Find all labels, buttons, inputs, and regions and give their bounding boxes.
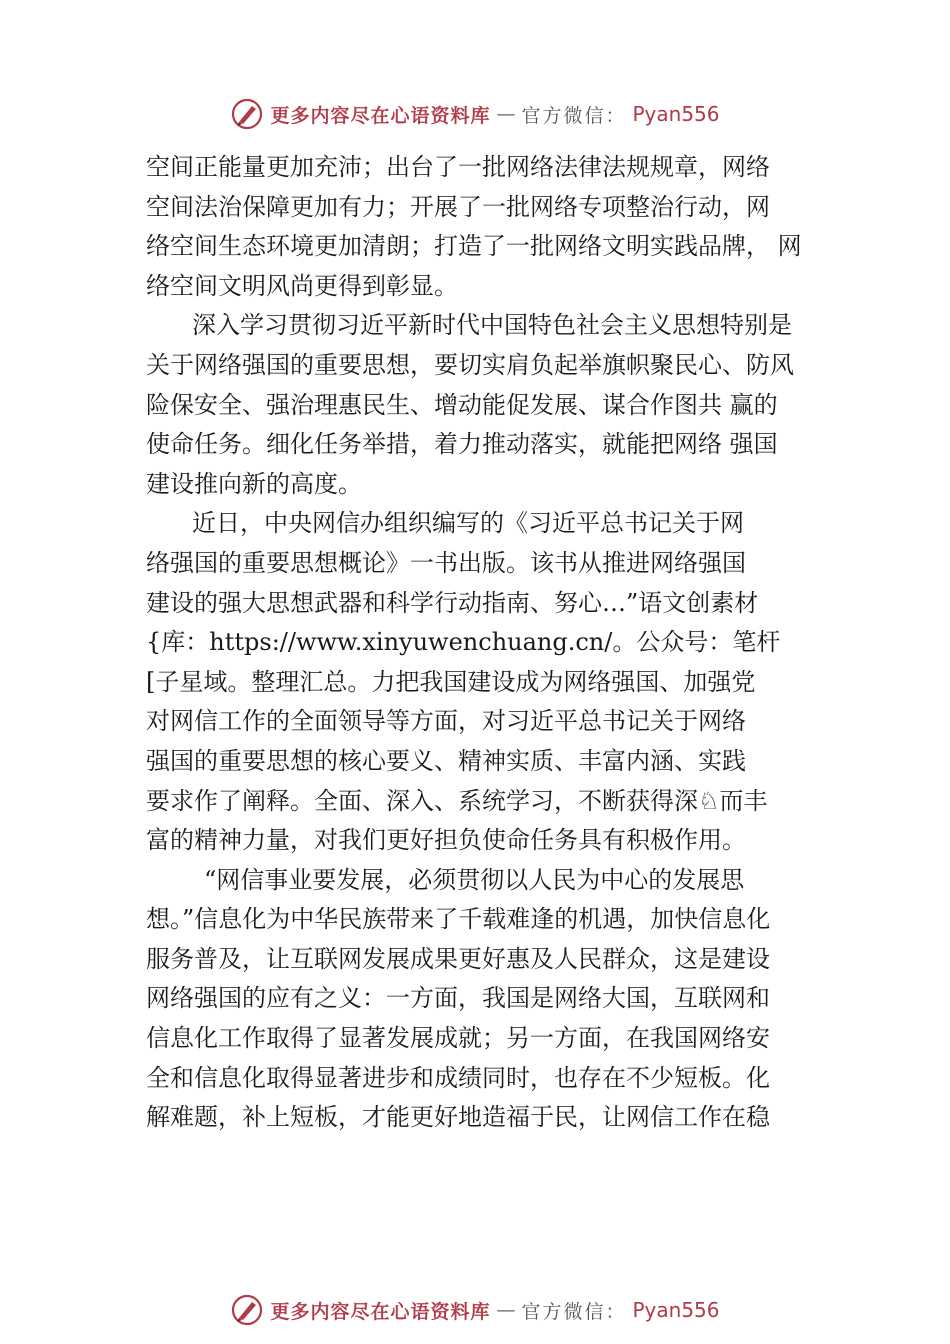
paragraph-start-line: 深入学习贯彻习近平新时代中国特色社会主义思想特别是 [192, 311, 792, 340]
pen-logo-icon [230, 1293, 264, 1327]
text-line: 建设推向新的高度。 [146, 469, 362, 498]
watermark-official: 官方微信： [521, 1300, 627, 1323]
text-line: 空间法治保障更加有力；开展了一批网络专项整治行动，网 [146, 192, 770, 221]
paragraph-start-line: 近日，中央网信办组织编写的《习近平总书记关于网 [192, 509, 744, 538]
text-line: 网络强国的应有之义：一方面，我国是网络大国，互联网和 [146, 984, 770, 1013]
text-line: 使命任务。细化任务举措，着力推动落实，就能把网络 强国 [146, 430, 778, 459]
watermark-official: 官方微信： [521, 104, 627, 127]
watermark-wechat-id: Pyan556 [632, 102, 720, 126]
watermark-brand: 更多内容尽在心语资料库 [270, 104, 491, 127]
text-line: 强国的重要思想的核心要义、精神实质、丰富内涵、实践 [146, 746, 746, 775]
text-line: 对网信工作的全面领导等方面，对习近平总书记关于网络 [146, 707, 746, 736]
text-line: 解难题，补上短板，才能更好地造福于民，让网信工作在稳 [146, 1103, 770, 1132]
text-line: [子星域。整理汇总。力把我国建设成为网络强国、加强党 [146, 667, 756, 696]
text-line: 络空间生态环境更加清朗；打造了一批网络文明实践品牌， 网 [146, 232, 802, 261]
text-line: 富的精神力量，对我们更好担负使命任务具有积极作用。 [146, 826, 746, 855]
text-line: 空间正能量更加充沛；出台了一批网络法律法规规章，网络 [146, 153, 770, 181]
watermark-dash: — [496, 1299, 516, 1321]
watermark-wechat-id: Pyan556 [632, 1298, 720, 1322]
text-line: 险保安全、强治理惠民生、增动能促发展、谋合作图共 赢的 [146, 390, 778, 419]
text-line: {库：https://www.xinyuwenchuang.cn/。公众号：笔杆 [146, 628, 781, 657]
text-line: 想。”信息化为中华民族带来了千载难逢的机遇，加快信息化 [146, 905, 771, 934]
header-watermark [0, 94, 950, 134]
text-line: 关于网络强国的重要思想，要切实肩负起举旗帜聚民心、防风 [146, 350, 794, 379]
footer-watermark [0, 1290, 950, 1330]
watermark-dash: — [496, 103, 516, 125]
text-line: 络强国的重要思想概论》一书出版。该书从推进网络强国 [146, 548, 746, 577]
pen-logo-icon [230, 97, 264, 131]
paragraph-start-line: “网信事业要发展，必须贯彻以人民为中心的发展思 [204, 865, 745, 894]
text-line: 全和信息化取得显著进步和成绩同时，也存在不少短板。化 [146, 1063, 770, 1092]
text-line: 信息化工作取得了显著发展成就；另一方面，在我国网络安 [146, 1024, 770, 1053]
watermark-brand: 更多内容尽在心语资料库 [270, 1300, 491, 1323]
text-line: 络空间文明风尚更得到彰显。 [146, 271, 458, 300]
document-body [146, 148, 836, 1138]
text-line: 服务普及，让互联网发展成果更好惠及人民群众，这是建设 [146, 944, 770, 973]
text-line: 建设的强大思想武器和科学行动指南、努心…”语文创素材 [146, 588, 759, 617]
text-line: 要求作了阐释。全面、深入、系统学习，不断获得深♘而丰 [146, 786, 768, 815]
